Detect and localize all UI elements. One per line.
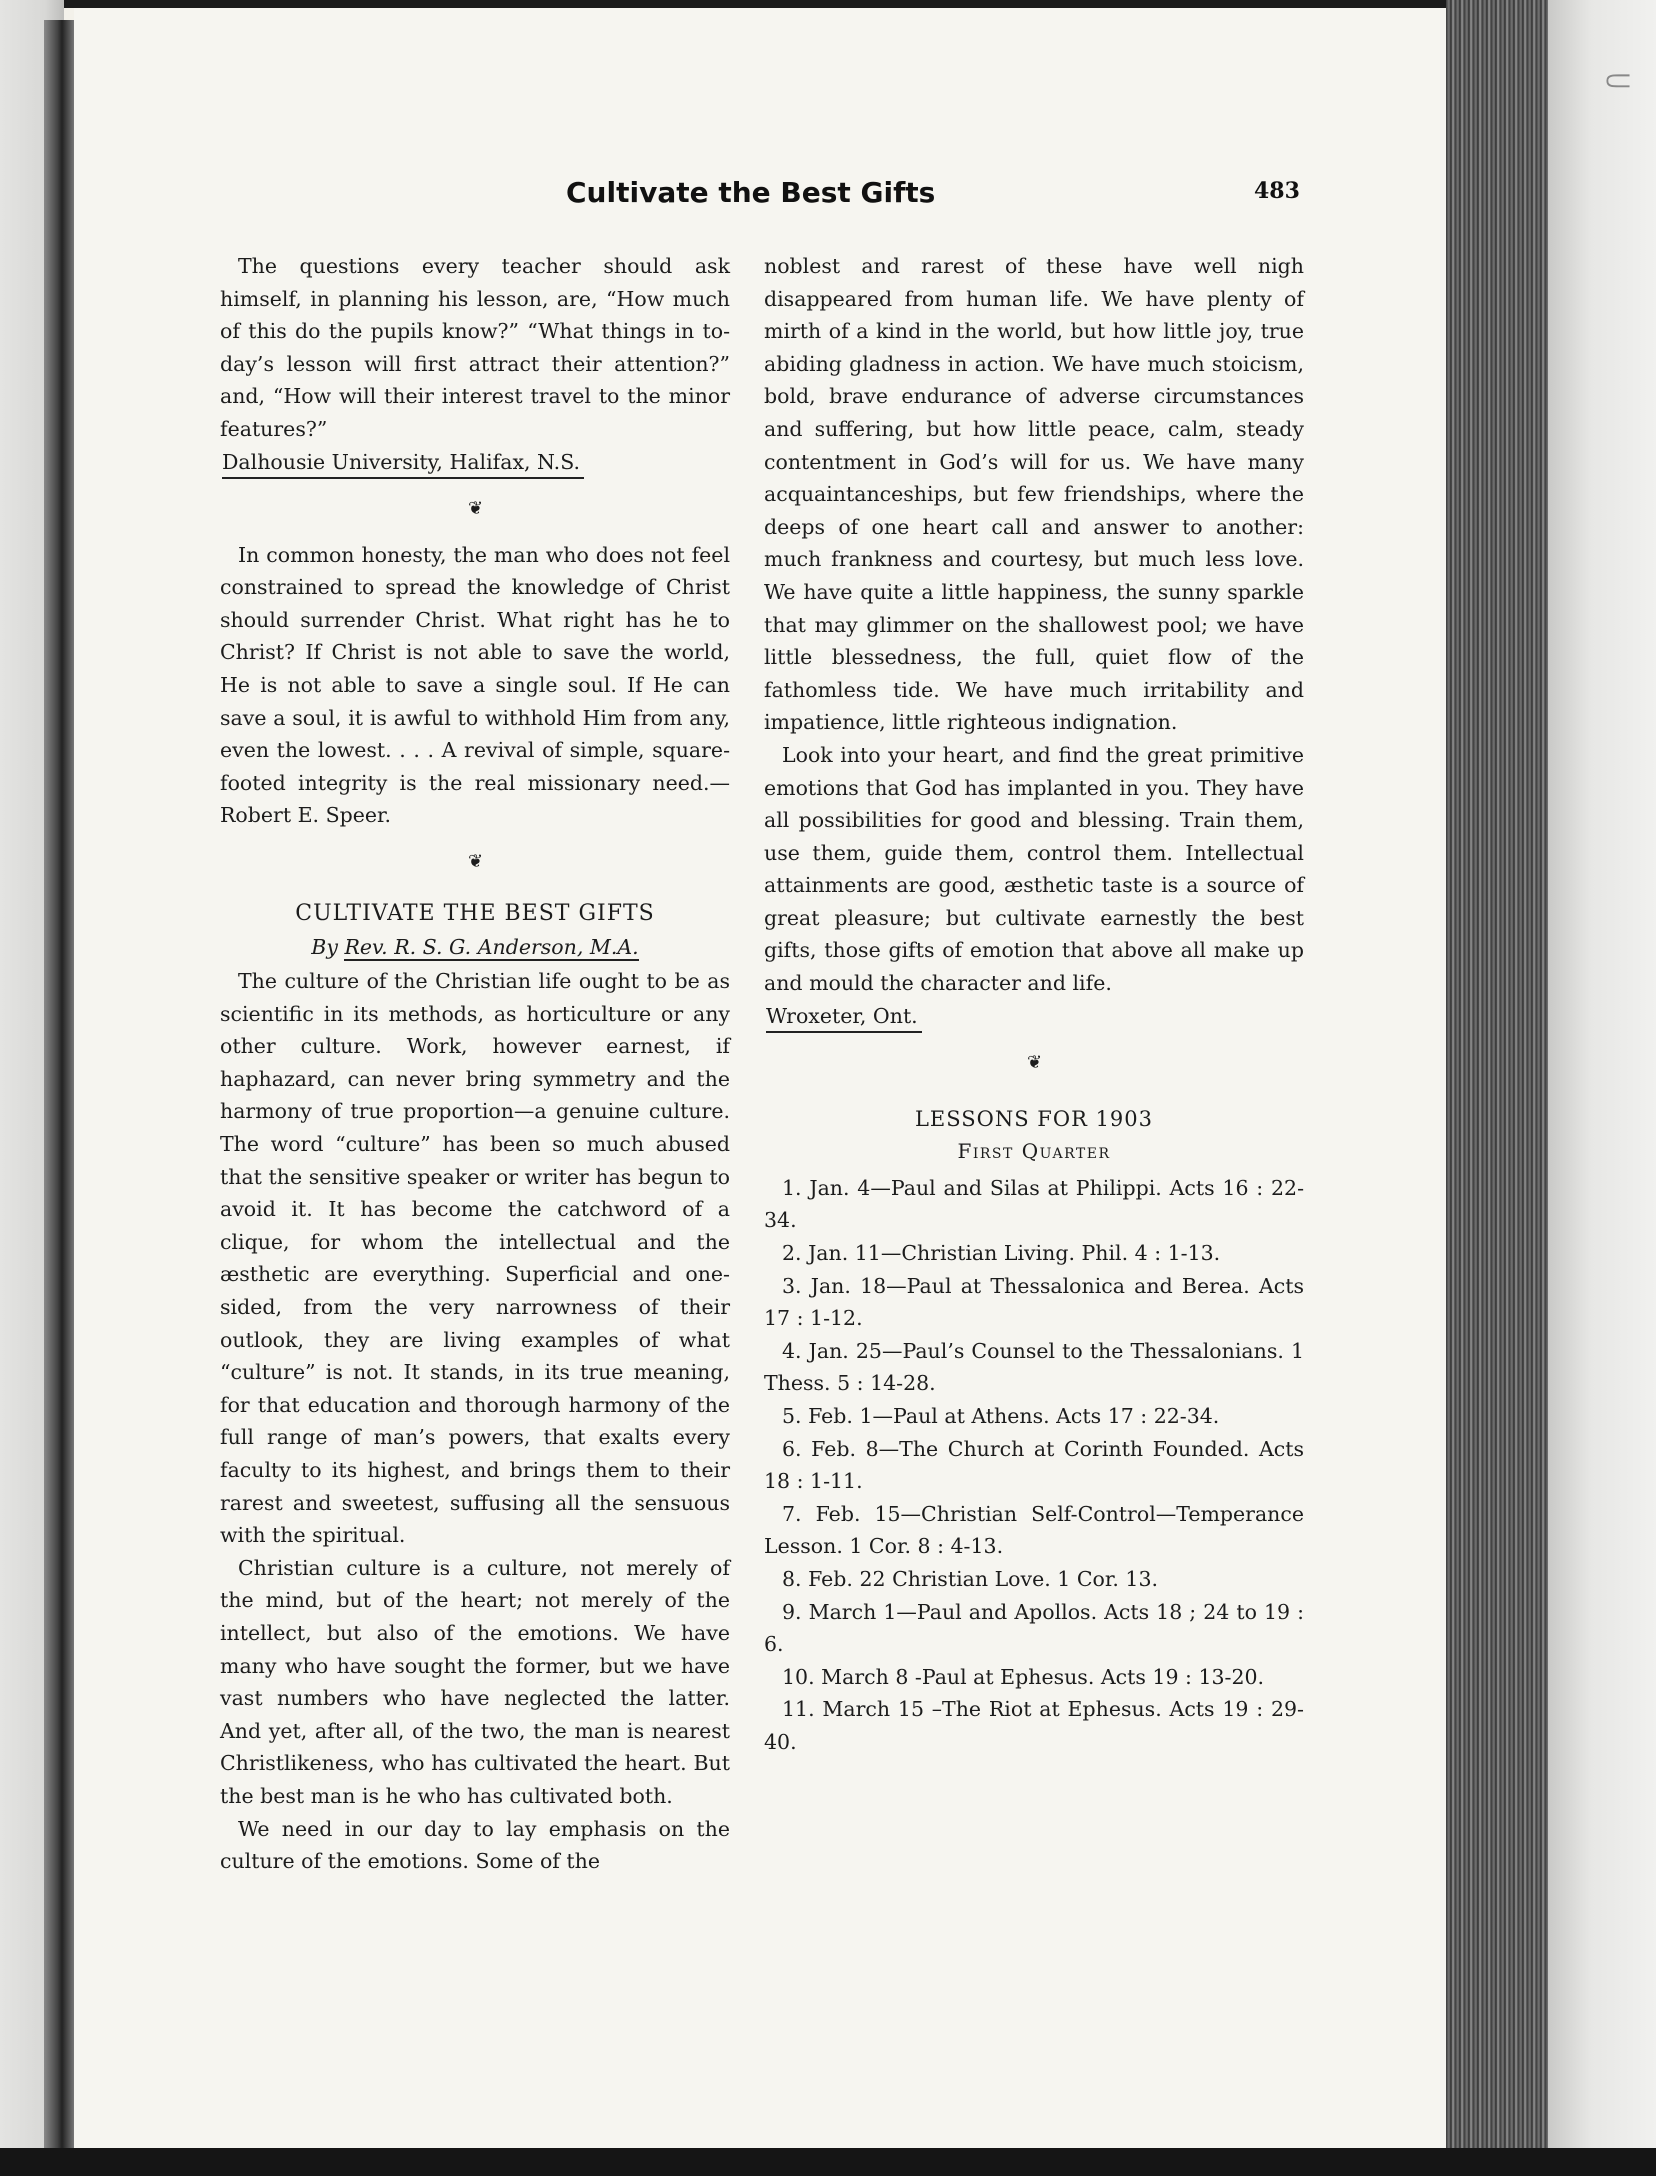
scan-top-shadow — [0, 0, 1656, 8]
byline-author: Rev. R. S. G. Anderson, M.A. — [344, 934, 639, 959]
lesson-item: 6. Feb. 8—The Church at Corinth Founded. Acts 18 : 1-11. — [764, 1436, 1304, 1494]
running-head: Cultivate the Best Gifts — [566, 176, 936, 209]
lesson-item: 5. Feb. 1—Paul at Athens. Acts 17 : 22-34. — [782, 1404, 1220, 1428]
ornament-divider: ❦ — [467, 497, 483, 519]
page-number: 483 — [1254, 178, 1300, 204]
lesson-item: 10. March 8 -Paul at Ephesus. Acts 19 : 13-20. — [782, 1664, 1265, 1689]
lessons-title: LESSONS FOR 1903 — [914, 1106, 1154, 1131]
lesson-item: 9. March 1—Paul and Apollos. Acts 18 ; 24 to 19 : 6. — [764, 1599, 1304, 1657]
article-title: CULTIVATE THE BEST GIFTS — [295, 900, 655, 926]
byline — [220, 931, 730, 964]
paragraph-emotions-emphasis: We need in our day to lay emphasis on the culture of the emotions. Some of the — [220, 1816, 730, 1874]
lesson-item: 2. Jan. 11—Christian Living. Phil. 4 : 1-13. — [782, 1241, 1221, 1266]
paragraph-culture-scientific: The culture of the Christian life ought to be as scientific in its methods, as horticulture or any other culture. Work, however earnest, if haphazard, can never bring symmetry and the harmony of true proportion—a genuine culture. The word “culture” has been so much abused that the sensitive speaker or writer has begun to avoid it. It has become the catchword of a clique, for whom the intellectual and the æsthetic are everything. Superficial and one-sided, from the very narrowness of their outlook, they are living examples of what “culture” is not. It stands, in its true meaning, for that education and thorough harmony of the full range of man’s powers, that exalts every faculty to its highest, and brings them to their rarest and sweetest, suffusing all the sensuous with the spiritual. — [220, 969, 730, 1548]
scan-bottom-shadow — [0, 2148, 1656, 2176]
byline-prefix: By — [311, 934, 338, 959]
book-spine-shadow — [44, 20, 74, 2160]
quarter-heading: First Quarter — [957, 1139, 1111, 1164]
right-column — [764, 250, 1304, 1759]
lesson-item: 8. Feb. 22 Christian Love. 1 Cor. 13. — [782, 1566, 1159, 1591]
lesson-item: 1. Jan. 4—Paul and Silas at Philippi. Acts 16 : 22-34. — [764, 1175, 1304, 1233]
signature-wroxeter: Wroxeter, Ont. — [766, 1001, 922, 1033]
lesson-item: 7. Feb. 15—Christian Self-Control—Temperance Lesson. 1 Cor. 8 : 4-13. — [764, 1501, 1304, 1559]
lesson-item: 11. March 15 –The Riot at Ephesus. Acts 19 : 29-40. — [764, 1697, 1304, 1754]
left-column — [220, 250, 730, 1878]
paragraph-christian-culture: Christian culture is a culture, not merely of the mind, but of the heart; not merely of the intellect, but also of the emotions. We have many who have sought the former, but we have vast numbers who have neglected the latter. And yet, after all, of the two, the man is nearest Christlikeness, who has cultivated the heart. But the best man is he who has cultivated both. — [220, 1555, 730, 1808]
lesson-item: 4. Jan. 25—Paul’s Counsel to the Thessalonians. 1 Thess. 5 : 14-28. — [764, 1338, 1304, 1396]
next-page-edge — [1548, 0, 1656, 2176]
lesson-item: 3. Jan. 18—Paul at Thessalonica and Berea. Acts 17 : 1-12. — [764, 1273, 1304, 1331]
paragraph-speer-quote: In common honesty, the man who does not feel constrained to spread the knowledge of Christ should surrender Christ. What right has he to Christ? If Christ is not able to save the world, He is not able to save a single soul. If He can save a soul, it is awful to withhold Him from any, even the lowest. . . . A revival of simple, square-footed integrity is the real missionary need.—Robert E. Speer. — [220, 542, 730, 828]
paragraph-noblest-emotions: noblest and rarest of these have well nigh disappeared from human life. We have plenty of mirth of a kind in the world, but how little joy, true abiding gladness in action. We have much stoicism, bold, brave endurance of adverse circumstances and suffering, but how little peace, calm, steady contentment in God’s will for us. We have many acquaintanceships, but few friendships, where the deeps of one heart call and answer to another: much frankness and courtesy, but much less love. We have quite a little happiness, the sunny sparkle that may glimmer on the shallowest pool; we have little blessedness, the full, quiet flow of the fathomless tide. We have much irritability and impatience, little righteous indignation. — [764, 254, 1304, 735]
ornament-divider: ❦ — [1026, 1051, 1042, 1073]
paragraph-look-into-heart: Look into your heart, and find the great primitive emotions that God has implanted in you. They have all possibilities for good and blessing. Train them, use them, guide them, control them. Intellectual attainments are good, æsthetic taste is a source of great pleasure; but cultivate earnestly the best gifts, those gifts of emotion that above all make up and mould the character and life. — [764, 742, 1304, 996]
ornament-divider: ❦ — [467, 850, 483, 872]
signature-line — [220, 446, 730, 479]
signature-dalhousie: Dalhousie University, Halifax, N.S. — [222, 447, 584, 479]
paragraph-teacher-questions: The questions every teacher should ask himself, in planning his lesson, are, “How much of this do the pupils know?” “What things in to-day’s lesson will first attract their attention?” and, “How will their interest travel to the minor features?” — [220, 254, 730, 441]
paper-clip-icon: ⸦ — [1598, 59, 1638, 105]
signature-line — [764, 1000, 1304, 1033]
